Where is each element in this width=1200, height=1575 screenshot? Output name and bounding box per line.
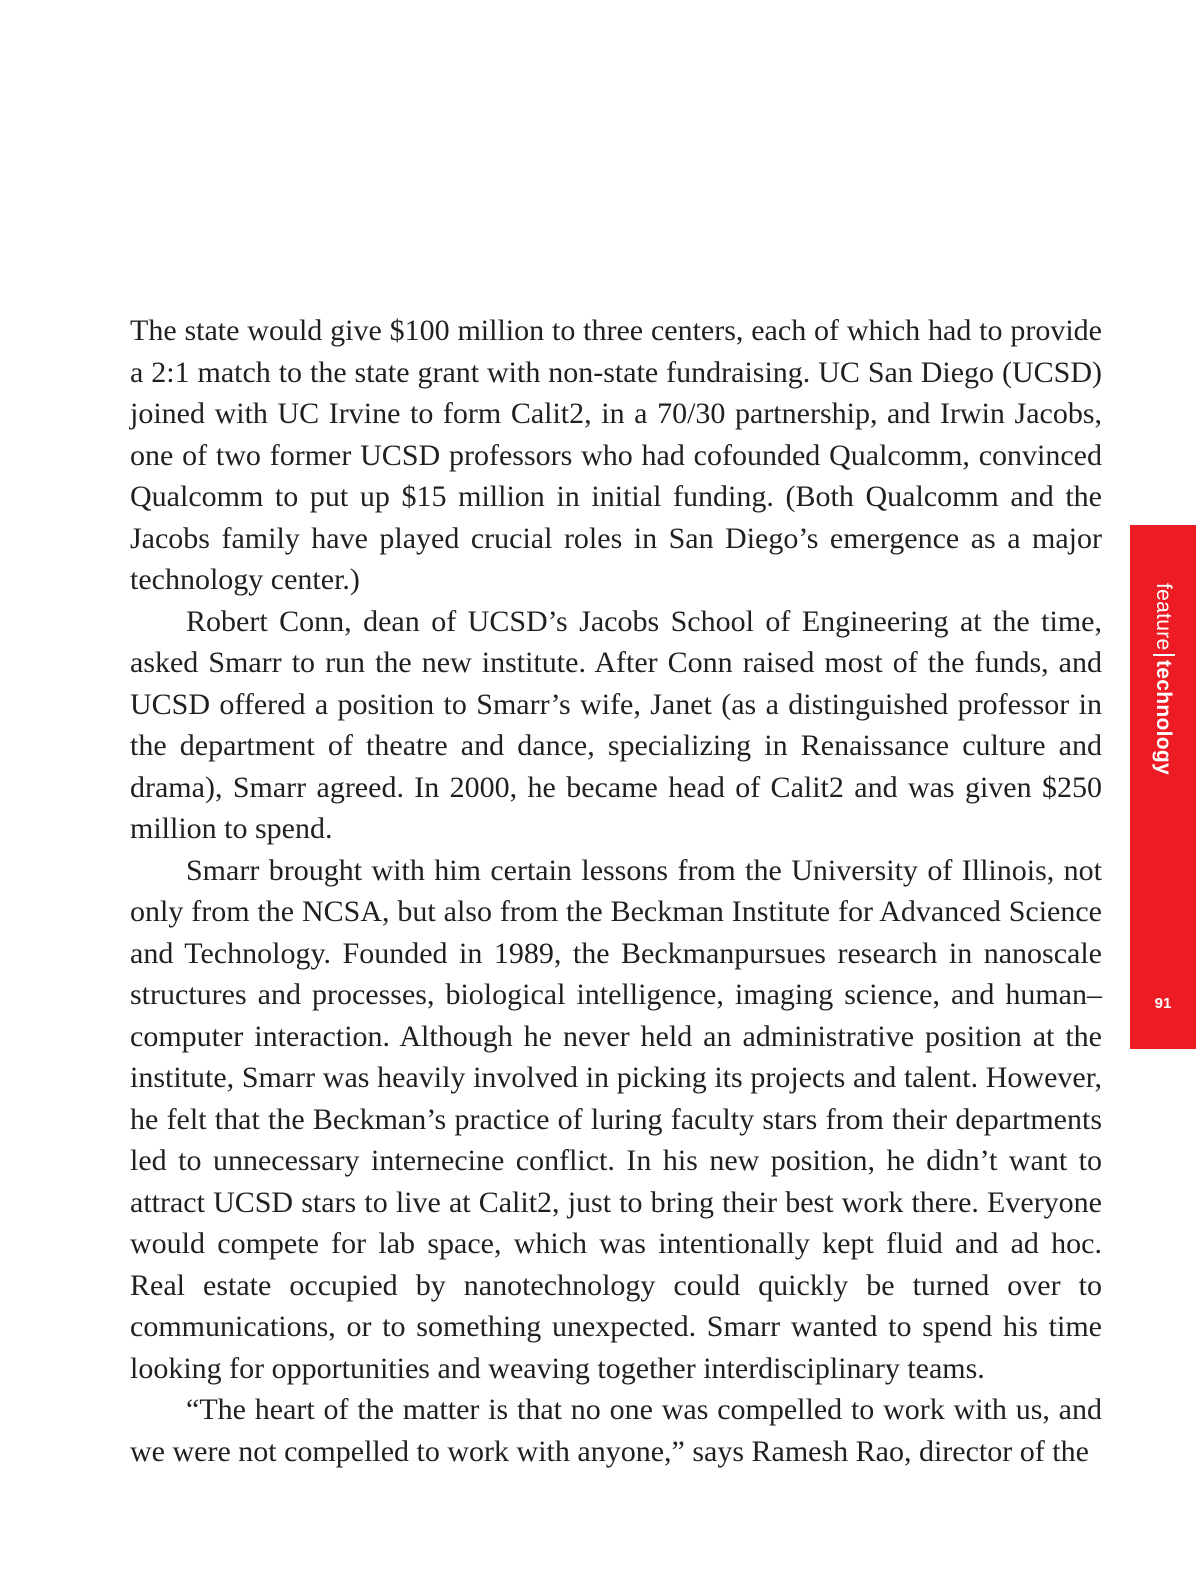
paragraph-4: “The heart of the matter is that no one was compelled to work with us, and we were not compelled to work with anyone,” says Ramesh Rao, director of the <box>130 1393 1102 1468</box>
page-number: 91 <box>1154 995 1172 1012</box>
article-body <box>130 310 1102 1472</box>
paragraph-2: Robert Conn, dean of UCSD’s Jacobs School of Engineering at the time, asked Smarr to run the new institute. After Conn raised most of the funds, and UCSD offered a position to Smarr’s wife, Janet (as a distinguished professor in the department of theatre and dance, specializing in Renaissance culture and drama), Smarr agreed. In 2000, he became head of Calit2 and was given $250 million to spend. <box>130 604 1102 845</box>
paragraph-1: The state would give $100 million to three centers, each of which had to provide a 2:1 match to the state grant with non-state fundraising. UC San Diego (UCSD) joined with UC Irvine to form Calit2, in a 70/30 partnership, and Irwin Jacobs, one of two former UCSD professors who had cofounded Qualcomm, convinced Qualcomm to put up $15 million in initial funding. (Both Qualcomm and the Jacobs family have played crucial roles in San Diego’s emergence as a major technology center.) <box>130 314 1102 596</box>
section-topic: technology <box>1152 659 1175 775</box>
paragraph-3: Smarr brought with him certain lessons from the University of Illinois, not only from the NCSA, but also from the Beckman Institute for Advanced Science and Technology. Founded in 1989, the Beckmanpursues research in nanoscale structures and processes, biological intelligence, imaging science, and human–computer interaction. Although he never held an administrative position at the institute, Smarr was heavily involved in picking its projects and talent. However, he felt that the Beckman’s practice of luring faculty stars from their departments led to unnecessary internecine conflict. In his new position, he didn’t want to attract UCSD stars to live at Calit2, just to bring their best work there. Everyone would compete for lab space, which was intentionally kept fluid and ad hoc. Real estate occupied by nanotechnology could quickly be turned over to communications, or to something unexpected. Smarr wanted to spend his time looking for opportunities and weaving together interdisciplinary teams. <box>130 853 1102 1385</box>
section-tab-label <box>1150 583 1176 775</box>
section-tab <box>1130 525 1196 1049</box>
section-divider <box>1153 654 1175 656</box>
section-name: feature <box>1152 583 1175 651</box>
